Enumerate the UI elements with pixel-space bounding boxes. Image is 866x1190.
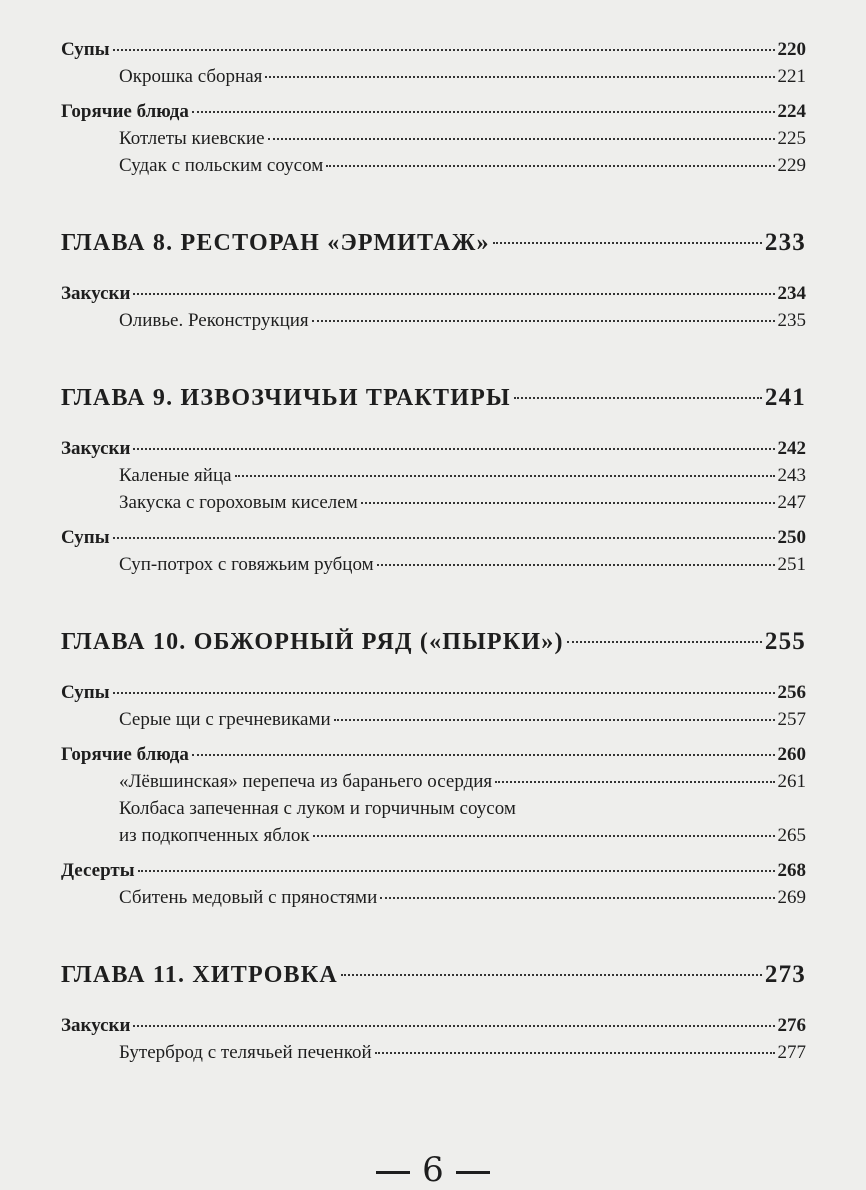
leader-dots [265,76,774,78]
toc-item-shchi [61,706,806,733]
leader-dots [133,448,774,450]
toc-page-number: 251 [777,554,806,575]
chapter-title: ГЛАВА 10. ОБЖОРНЫЙ РЯД («ПЫРКИ») [61,629,564,655]
leader-dots [138,870,775,872]
toc-section-desserts [61,857,806,884]
toc-item-olivier [61,307,806,334]
leader-dots [313,835,775,837]
toc-label: Сбитень медовый с пряностями [119,887,378,908]
toc-item-kisel [61,489,806,516]
leader-dots [495,781,774,783]
table-of-contents [61,36,806,1066]
leader-dots [380,897,774,899]
leader-dots [341,974,762,976]
page-number: 6 [422,1150,444,1190]
toc-item-kiev-cutlets [61,125,806,152]
chapter-title: ГЛАВА 9. ИЗВОЗЧИЧЬИ ТРАКТИРЫ [61,385,511,411]
toc-item-eggs [61,462,806,489]
toc-page-number: 221 [777,66,806,87]
leader-dots [133,293,774,295]
toc-item-sbiten [61,884,806,911]
toc-item-sudak [61,152,806,179]
toc-page-number: 269 [777,887,806,908]
chapter-page-number: 233 [764,229,806,256]
chapter-title: ГЛАВА 8. РЕСТОРАН «ЭРМИТАЖ» [61,230,490,256]
toc-page-number: 220 [777,39,806,60]
toc-label: Закуски [61,1015,131,1036]
chapter-page-number: 255 [764,628,806,655]
toc-page-number: 229 [777,155,806,176]
toc-page-number: 257 [777,709,806,730]
folio-dash [456,1171,490,1174]
toc-label: Горячие блюда [61,744,189,765]
chapter-page-number: 273 [764,961,806,988]
toc-page-number: 234 [777,283,806,304]
toc-label: Горячие блюда [61,101,189,122]
toc-page-number: 256 [777,682,806,703]
toc-page-number: 250 [777,527,806,548]
toc-item-perepecha [61,768,806,795]
chapter-title: ГЛАВА 11. ХИТРОВКА [61,962,338,988]
toc-chapter-9 [61,381,806,415]
toc-label: Закуски [61,438,131,459]
toc-page-number: 247 [777,492,806,513]
toc-label: Супы [61,682,110,703]
toc-item-okroshka [61,63,806,90]
toc-page-number: 261 [777,771,806,792]
chapter-page-number: 241 [764,384,806,411]
toc-section-snacks [61,280,806,307]
page-footer [0,1150,866,1190]
toc-label: Супы [61,527,110,548]
toc-page-number: 225 [777,128,806,149]
leader-dots [113,537,775,539]
toc-item-sandwich [61,1039,806,1066]
leader-dots [493,242,762,244]
toc-chapter-10 [61,625,806,659]
toc-label: Оливье. Реконструкция [119,310,309,331]
toc-item-sausage-line2 [61,822,806,849]
leader-dots [312,320,775,322]
toc-label: Закуска с гороховым киселем [119,492,358,513]
leader-dots [334,719,775,721]
toc-section-soups [61,36,806,63]
toc-section-snacks [61,1012,806,1039]
toc-page-number: 276 [777,1015,806,1036]
leader-dots [235,475,775,477]
toc-label: Суп-потрох с говяжьим рубцом [119,554,374,575]
toc-item-potroh [61,551,806,578]
toc-label: Закуски [61,283,131,304]
toc-page-number: 243 [777,465,806,486]
toc-label: «Лёвшинская» перепеча из бараньего осердия [119,771,493,792]
toc-label: Каленые яйца [119,465,232,486]
toc-label: Супы [61,39,110,60]
toc-section-hot-dishes [61,741,806,768]
toc-label: Котлеты киевские [119,128,265,149]
toc-item-sausage-line1 [61,795,806,822]
toc-chapter-11 [61,958,806,992]
leader-dots [192,754,775,756]
leader-dots [113,49,775,51]
leader-dots [268,138,775,140]
toc-label: Колбаса запеченная с луком и горчичным соусом [119,798,516,819]
toc-chapter-8 [61,226,806,260]
toc-page-number: 260 [777,744,806,765]
leader-dots [133,1025,774,1027]
toc-page-number: 235 [777,310,806,331]
toc-section-soups [61,679,806,706]
toc-page-number: 265 [777,825,806,846]
leader-dots [326,165,774,167]
leader-dots [375,1052,775,1054]
toc-label: Десерты [61,860,135,881]
toc-page-number: 277 [777,1042,806,1063]
leader-dots [567,641,762,643]
leader-dots [377,564,775,566]
toc-page-number: 224 [777,101,806,122]
toc-section-hot-dishes [61,98,806,125]
toc-label: Окрошка сборная [119,66,263,87]
leader-dots [361,502,775,504]
folio-dash [376,1171,410,1174]
toc-page-number: 268 [777,860,806,881]
leader-dots [514,397,762,399]
toc-section-snacks [61,435,806,462]
leader-dots [192,111,775,113]
toc-label: Судак с польским соусом [119,155,324,176]
toc-label: Серые щи с гречневиками [119,709,331,730]
leader-dots [113,692,775,694]
toc-label: Бутерброд с телячьей печенкой [119,1042,372,1063]
toc-page-number: 242 [777,438,806,459]
toc-section-soups [61,524,806,551]
toc-label: из подкопченных яблок [119,825,310,846]
